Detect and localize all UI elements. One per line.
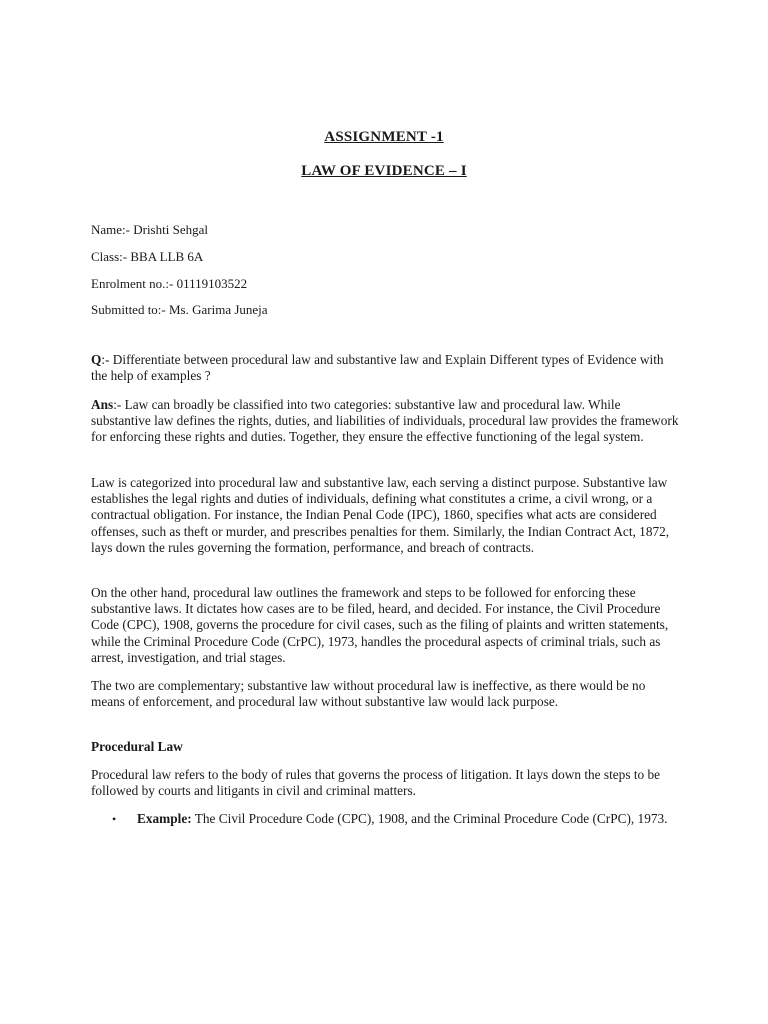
example-label: Example: [137, 811, 192, 826]
procedural-definition-paragraph: Procedural law refers to the body of rules that governs the process of litigation. It lays down the steps to be followed by courts and litigants in civil and criminal matters. [91, 767, 661, 799]
enrolment-number: Enrolment no.:- 01119103522 [91, 276, 248, 291]
question-label: Q [91, 352, 102, 367]
student-name: Name:- Drishti Sehgal [91, 222, 208, 237]
substantive-law-paragraph: Law is categorized into procedural law and substantive law, each serving a distinct purpose. Substantive law establishes the legal rights and duties of individuals, defining what constitutes a crime, a civil wrong, or a contractual obligation. For instance, the Indian Penal Code (IPC), 1860, specifies what acts are considered offenses, such as theft or murder, and prescribes penalties for them. Similarly, the Indian Contract Act, 1872, lays down the rules governing the formation, performance, and breach of contracts. [91, 475, 670, 555]
question-paragraph [91, 352, 681, 384]
example-body: The Civil Procedure Code (CPC), 1908, and the Criminal Procedure Code (CrPC), 1973. [191, 811, 668, 826]
submitted-to: Submitted to:- Ms. Garima Juneja [91, 302, 268, 317]
example-text [137, 811, 677, 827]
procedural-law-heading: Procedural Law [91, 739, 183, 754]
procedural-law-paragraph: On the other hand, procedural law outlines the framework and steps to be followed for enforcing these substantive laws. It dictates how cases are to be filed, heard, and decided. For instance, the Civil Procedure Code (CPC), 1908, governs the procedure for civil cases, such as the filing of plaints and written statements, while the Criminal Procedure Code (CrPC), 1973, handles the procedural aspects of criminal trials, such as arrest, investigation, and trial stages. [91, 585, 669, 665]
assignment-title: ASSIGNMENT -1 [324, 129, 444, 145]
answer-label: Ans [91, 397, 114, 412]
subject-title: LAW OF EVIDENCE – I [301, 163, 467, 179]
question-text: :- Differentiate between procedural law and substantive law and Explain Different types of Evidence with the help of examples ? [91, 352, 664, 384]
complementary-paragraph: The two are complementary; substantive law without procedural law is ineffective, as there would be no means of enforcement, and procedural law without substantive law would lack purpose. [91, 678, 646, 710]
student-class: Class:- BBA LLB 6A [91, 249, 204, 264]
answer-intro-text: :- Law can broadly be classified into two categories: substantive law and procedural law. While substantive law defines the rights, duties, and liabilities of individuals, procedural law provides the framework for enforcing these rights and duties. Together, they ensure the effective functioning of the legal system. [91, 397, 679, 445]
answer-intro-paragraph [91, 397, 681, 446]
bullet-icon: • [112, 812, 117, 826]
